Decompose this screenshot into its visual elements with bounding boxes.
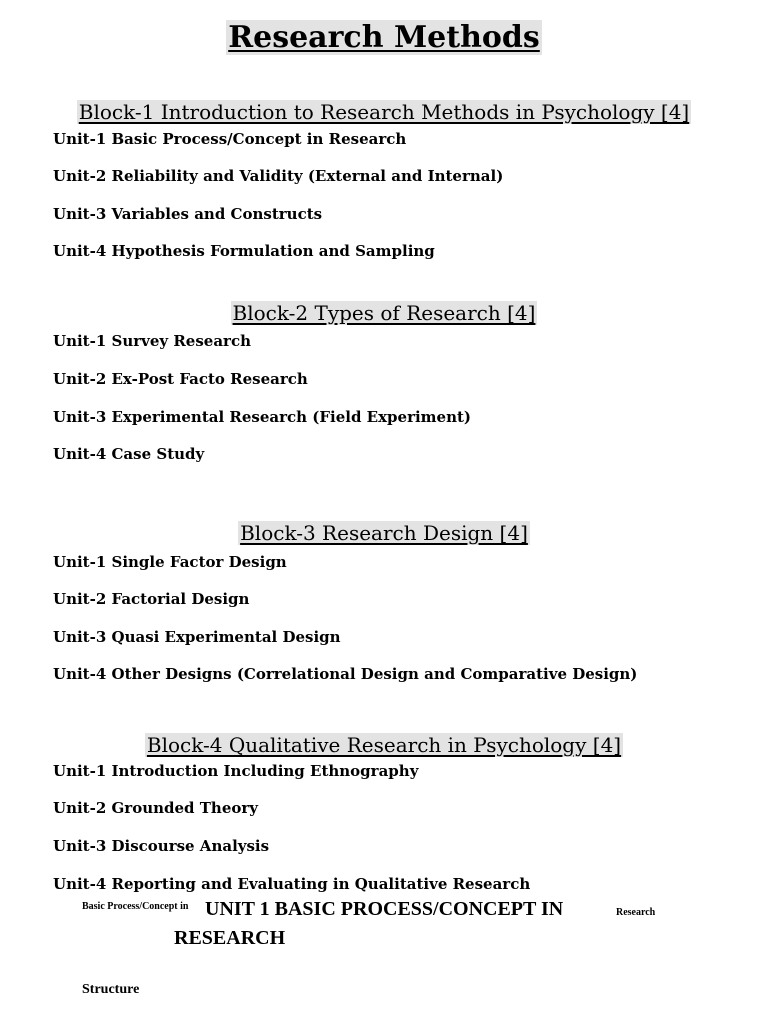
- block-4-heading-text: Block-4 Qualitative Research in Psychology [4]: [146, 733, 622, 757]
- block-1-unit-3: Unit-3 Variables and Constructs: [53, 205, 323, 223]
- block-2-heading: [0, 299, 768, 327]
- block-2-heading-text: Block-2 Types of Research [4]: [232, 301, 536, 325]
- unit-title-line-1: UNIT 1 BASIC PROCESS/CONCEPT IN: [205, 898, 564, 920]
- structure-label: Structure: [82, 982, 140, 997]
- block-4-heading: [0, 731, 768, 759]
- block-3-heading: [0, 519, 768, 547]
- running-header-right: Research: [616, 907, 656, 918]
- block-4-unit-1: Unit-1 Introduction Including Ethnography: [53, 762, 419, 780]
- block-4-unit-3: Unit-3 Discourse Analysis: [53, 837, 270, 855]
- block-1-unit-1: Unit-1 Basic Process/Concept in Research: [53, 130, 407, 148]
- block-1-unit-4: Unit-4 Hypothesis Formulation and Sampling: [53, 242, 435, 260]
- block-3-unit-1: Unit-1 Single Factor Design: [53, 553, 287, 571]
- block-2-unit-3: Unit-3 Experimental Research (Field Experiment): [53, 408, 472, 426]
- block-4-unit-2: Unit-2 Grounded Theory: [53, 799, 259, 817]
- block-1-heading: [0, 98, 768, 126]
- block-2-unit-4: Unit-4 Case Study: [53, 445, 205, 463]
- block-2-unit-2: Unit-2 Ex-Post Facto Research: [53, 370, 308, 388]
- block-1-heading-text: Block-1 Introduction to Research Methods in Psychology [4]: [78, 100, 690, 124]
- block-4-unit-4: Unit-4 Reporting and Evaluating in Qualitative Research: [53, 875, 531, 893]
- block-3-unit-3: Unit-3 Quasi Experimental Design: [53, 628, 341, 646]
- running-header-left: Basic Process/Concept in: [82, 901, 189, 912]
- block-3-unit-4: Unit-4 Other Designs (Correlational Design and Comparative Design): [53, 665, 638, 683]
- block-2-unit-1: Unit-1 Survey Research: [53, 332, 251, 350]
- unit-title-line-2: RESEARCH: [174, 927, 286, 949]
- document-title: [0, 18, 768, 58]
- block-3-unit-2: Unit-2 Factorial Design: [53, 590, 250, 608]
- block-1-unit-2: Unit-2 Reliability and Validity (External and Internal): [53, 167, 504, 185]
- document-title-text: Research Methods: [228, 20, 540, 55]
- block-3-heading-text: Block-3 Research Design [4]: [240, 521, 528, 545]
